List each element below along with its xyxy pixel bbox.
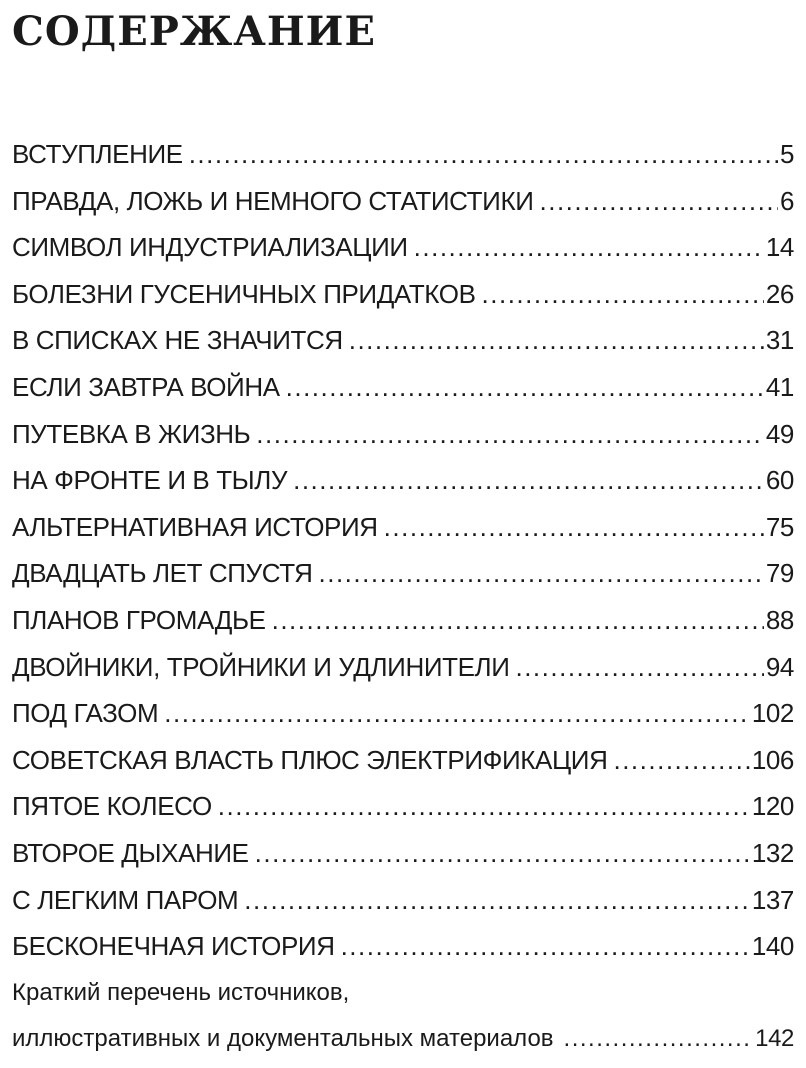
- toc-entry-page: 6: [779, 185, 794, 216]
- dot-leader: [189, 131, 778, 178]
- dot-leader: [515, 644, 763, 691]
- toc-entry-title: БЕСКОНЕЧНАЯ ИСТОРИЯ: [12, 931, 335, 962]
- toc-entry-title: В СПИСКАХ НЕ ЗНАЧИТСЯ: [12, 325, 343, 356]
- toc-entry-page: 140: [751, 931, 794, 962]
- toc-entry-title: ДВАДЦАТЬ ЛЕТ СПУСТЯ: [12, 558, 313, 589]
- page-title: СОДЕРЖАНИЕ: [12, 8, 376, 55]
- toc-entry-page: 31: [765, 325, 794, 356]
- toc-entry-page: 106: [751, 744, 794, 775]
- dot-leader: [218, 783, 750, 830]
- dot-leader: [384, 504, 764, 551]
- toc-entry: [12, 178, 794, 225]
- toc-entry-page: 14: [765, 232, 794, 263]
- dot-leader: [293, 457, 764, 504]
- toc-entry: [12, 830, 794, 877]
- toc-entry-title: ЕСЛИ ЗАВТРА ВОЙНА: [12, 371, 280, 402]
- toc-entry-title: ВСТУПЛЕНИЕ: [12, 139, 183, 169]
- toc-entry-title: БОЛЕЗНИ ГУСЕНИЧНЫХ ПРИДАТКОВ: [12, 278, 476, 309]
- toc-entry: [12, 317, 794, 364]
- toc-entry-page: 102: [751, 698, 794, 729]
- toc-entry-title: С ЛЕГКИМ ПАРОМ: [12, 884, 239, 915]
- toc-entry: [12, 131, 794, 178]
- toc-entry: [12, 737, 794, 784]
- dot-leader: [540, 178, 778, 225]
- toc-entry: [12, 364, 794, 411]
- dot-leader: [349, 317, 764, 364]
- toc-entry: [12, 504, 794, 551]
- dot-leader: [613, 737, 749, 784]
- toc-entry: [12, 411, 794, 458]
- toc-entry-title: АЛЬТЕРНАТИВНАЯ ИСТОРИЯ: [12, 511, 378, 542]
- toc-entry: [12, 597, 794, 644]
- dot-leader: [164, 690, 750, 737]
- toc-sources-page: 142: [755, 1025, 794, 1053]
- toc-entry-page: 41: [765, 371, 794, 402]
- dot-leader: [564, 1016, 754, 1063]
- toc-sources-line-1: Краткий перечень источников,: [12, 978, 350, 1006]
- toc-entry: [12, 783, 794, 830]
- dot-leader: [482, 271, 764, 318]
- toc-entry-page: 79: [765, 558, 794, 589]
- toc-entry: [12, 224, 794, 271]
- toc-entry-page: 5: [779, 139, 794, 169]
- dot-leader: [272, 597, 764, 644]
- dot-leader: [414, 224, 764, 271]
- toc-entry: [12, 457, 794, 504]
- toc-sources-line-2: иллюстративных и документальных материалов: [12, 1025, 554, 1053]
- toc-entry: [12, 877, 794, 924]
- toc-entry-page: 132: [751, 837, 794, 868]
- toc-entry-page: 94: [765, 651, 794, 682]
- dot-leader: [341, 923, 750, 970]
- toc-entry: [12, 644, 794, 691]
- toc-entry-page: 120: [751, 791, 794, 822]
- toc-entry-title: ДВОЙНИКИ, ТРОЙНИКИ И УДЛИНИТЕЛИ: [12, 651, 510, 682]
- toc-entry-page: 75: [765, 511, 794, 542]
- toc-entry-title: СИМВОЛ ИНДУСТРИАЛИЗАЦИИ: [12, 232, 408, 263]
- toc-entry: [12, 271, 794, 318]
- dot-leader: [244, 877, 750, 924]
- toc-entry-page: 88: [765, 604, 794, 635]
- toc-entry-title: НА ФРОНТЕ И В ТЫЛУ: [12, 465, 288, 496]
- toc-entry-title: СОВЕТСКАЯ ВЛАСТЬ ПЛЮС ЭЛЕКТРИФИКАЦИЯ: [12, 744, 608, 775]
- dot-leader: [319, 550, 764, 597]
- toc-entry-page: 60: [765, 465, 794, 496]
- toc-entry-title: ВТОРОЕ ДЫХАНИЕ: [12, 837, 249, 868]
- toc-entry: [12, 690, 794, 737]
- toc-sources-entry: [12, 1016, 794, 1063]
- toc-entry-title: ПРАВДА, ЛОЖЬ И НЕМНОГО СТАТИСТИКИ: [12, 185, 534, 216]
- toc-entry-title: ПЛАНОВ ГРОМАДЬЕ: [12, 604, 266, 635]
- toc-entry-title: ПЯТОЕ КОЛЕСО: [12, 791, 212, 822]
- dot-leader: [256, 411, 764, 458]
- toc-entry-page: 49: [765, 418, 794, 449]
- toc-entry: [12, 923, 794, 970]
- toc-entry-page: 137: [751, 884, 794, 915]
- table-of-contents: [12, 131, 794, 1063]
- toc-entry: [12, 550, 794, 597]
- toc-entry-title: ПОД ГАЗОМ: [12, 698, 159, 729]
- toc-entry-page: 26: [765, 278, 794, 309]
- dot-leader: [255, 830, 750, 877]
- dot-leader: [286, 364, 764, 411]
- toc-entry-title: ПУТЕВКА В ЖИЗНЬ: [12, 418, 251, 449]
